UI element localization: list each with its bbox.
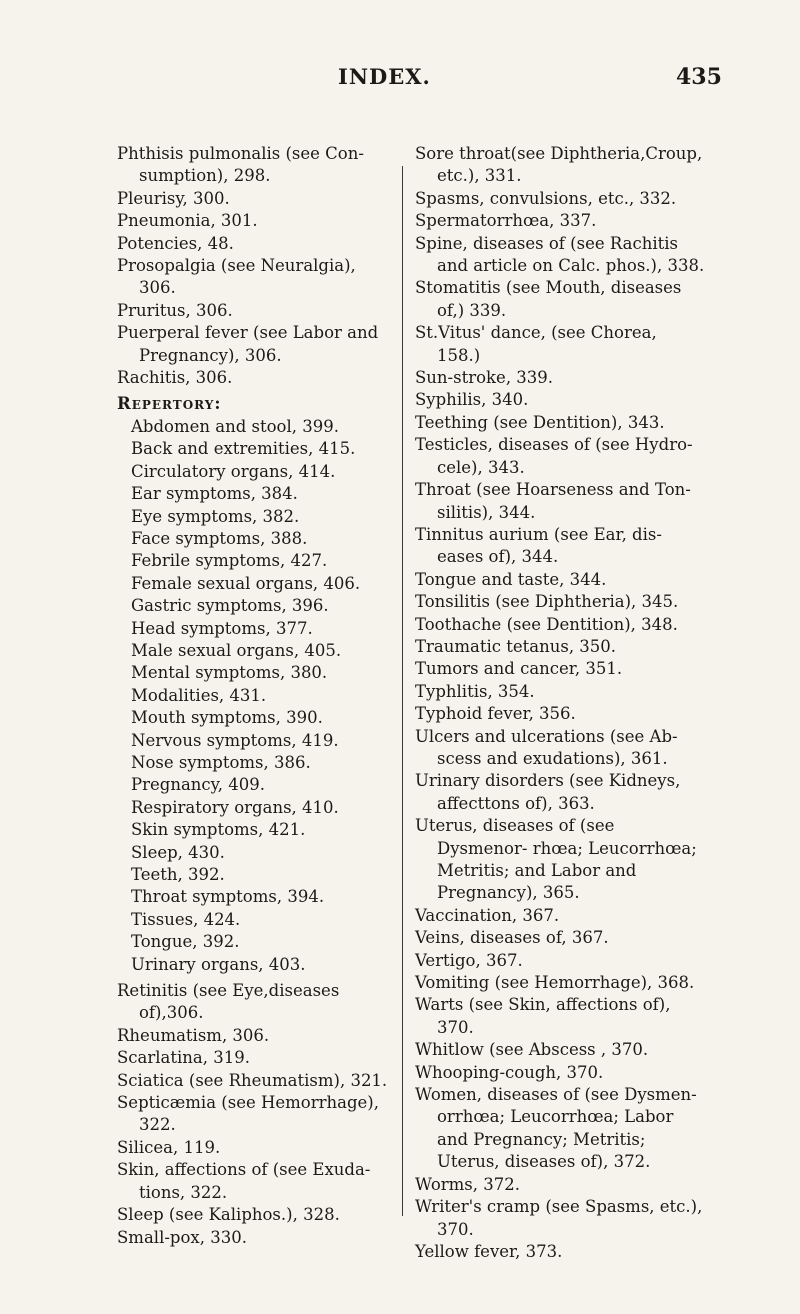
column-divider	[402, 166, 403, 1216]
repertory-sub-entry: Teeth, 392.	[131, 865, 225, 884]
repertory-sub-entry: Sleep, 430.	[131, 842, 225, 862]
index-entry: Vaccination, 367.	[415, 905, 560, 925]
repertory-sub-entry: Abdomen and stool, 399.	[131, 416, 339, 436]
index-column-right	[415, 143, 705, 1263]
index-entry: Whitlow (see Abscess , 370.	[415, 1040, 649, 1060]
index-entry: Septicæmia (see Hemorrhage), 322.	[117, 1093, 379, 1135]
index-entry: Rheumatism, 306.	[117, 1025, 270, 1045]
index-entry: Worms, 372.	[415, 1174, 521, 1194]
index-entry: Tongue and taste, 344.	[415, 569, 607, 589]
page-number: 435	[676, 64, 722, 90]
index-entry: Rachitis, 306.	[117, 368, 233, 388]
repertory-sub-entry: Urinary organs, 403.	[131, 954, 306, 974]
index-entry: Teething (see Dentition), 343.	[415, 412, 665, 432]
index-entry: Sciatica (see Rheumatism), 321.	[117, 1070, 388, 1090]
index-entry: Prosopalgia (see Neuralgia), 306.	[117, 256, 356, 298]
index-entry: Throat (see Hoarseness and Ton- silitis), 344.	[415, 480, 691, 522]
repertory-sub-entry: Circulatory organs, 414.	[131, 461, 336, 481]
repertory-sub-entry: Throat symptoms, 394.	[131, 887, 325, 907]
index-entry: Skin, affections of (see Exuda- tions, 322.	[117, 1160, 371, 1202]
index-entry: Typhlitis, 354.	[415, 681, 535, 701]
index-entry: Retinitis (see Eye,diseases of),306.	[117, 981, 340, 1023]
repertory-sub-entry: Mental symptoms, 380.	[131, 663, 328, 683]
index-entry: Tumors and cancer, 351.	[415, 659, 623, 679]
index-entry: St.Vitus' dance, (see Chorea, 158.)	[415, 323, 657, 365]
repertory-sub-entry: Skin symptoms, 421.	[131, 820, 306, 840]
index-entry: Typhoid fever, 356.	[415, 704, 576, 724]
index-entry: Uterus, diseases of (see Dysmenor- rhœa; Leucorrhœa; Metritis; and Labor and Pregnancy), 365.	[415, 816, 697, 903]
index-entry: Tonsilitis (see Diphtheria), 345.	[415, 592, 679, 612]
index-entry: Sore throat(see Diphtheria,Croup, etc.), 331.	[415, 144, 703, 186]
repertory-sub-entry: Mouth symptoms, 390.	[131, 708, 323, 728]
repertory-sub-entry: Gastric symptoms, 396.	[131, 596, 329, 616]
index-entry: Writer's cramp (see Spasms, etc.), 370.	[415, 1197, 703, 1239]
index-entry: Silicea, 119.	[117, 1137, 221, 1157]
repertory-sub-entry: Tissues, 424.	[131, 909, 241, 929]
index-entry: Ulcers and ulcerations (see Ab- scess and exudations), 361.	[415, 726, 678, 768]
index-entry: Spermatorrhœa, 337.	[415, 211, 597, 231]
index-entry: Scarlatina, 319.	[117, 1048, 250, 1068]
repertory-sub-entry: Face symptoms, 388.	[131, 528, 308, 548]
index-entry: Pleurisy, 300.	[117, 188, 230, 208]
index-entry: Potencies, 48.	[117, 233, 234, 253]
index-entry: Syphilis, 340.	[415, 390, 529, 410]
repertory-sub-entry: Pregnancy, 409.	[131, 775, 266, 795]
repertory-sub-entry: Nose symptoms, 386.	[131, 752, 311, 772]
index-entry: Phthisis pulmonalis (see Con- sumption), 298.	[117, 144, 364, 186]
repertory-sub-entry: Respiratory organs, 410.	[131, 797, 339, 817]
repertory-sub-entry: Eye symptoms, 382.	[131, 506, 300, 526]
index-entry: Sun-stroke, 339.	[415, 368, 554, 388]
index-entry: Whooping-cough, 370.	[415, 1062, 604, 1082]
repertory-sub-entry: Modalities, 431.	[131, 685, 267, 705]
repertory-sub-entry: Tongue, 392.	[131, 932, 240, 952]
index-entry: Sleep (see Kaliphos.), 328.	[117, 1205, 340, 1225]
repertory-sub-entry: Head symptoms, 377.	[131, 618, 313, 638]
index-column-left	[117, 143, 395, 1249]
index-entry: Toothache (see Dentition), 348.	[415, 614, 678, 634]
index-entry: Small-pox, 330.	[117, 1227, 247, 1247]
index-entry: Pruritus, 306.	[117, 300, 233, 320]
repertory-sub-entry: Male sexual organs, 405.	[131, 640, 342, 660]
repertory-sub-entry: Nervous symptoms, 419.	[131, 730, 339, 750]
index-entry: Testicles, diseases of (see Hydro- cele), 343.	[415, 435, 693, 477]
repertory-sub-entry: Back and extremities, 415.	[131, 439, 356, 459]
index-entry: Yellow fever, 373.	[415, 1241, 563, 1261]
repertory-sub-entry: Female sexual organs, 406.	[131, 573, 361, 593]
page-title: INDEX.	[338, 64, 431, 89]
index-entry: Spine, diseases of (see Rachitis and article on Calc. phos.), 338.	[415, 233, 705, 276]
index-entry: Traumatic tetanus, 350.	[415, 636, 617, 656]
index-entry: Urinary disorders (see Kidneys, affecttons of), 363.	[415, 771, 681, 813]
index-entry: Vertigo, 367.	[415, 950, 523, 970]
index-entry: Vomiting (see Hemorrhage), 368.	[415, 973, 695, 993]
index-entry: Warts (see Skin, affections of), 370.	[415, 995, 671, 1037]
repertory-sub-entry: Ear symptoms, 384.	[131, 484, 298, 504]
index-entry: Women, diseases of (see Dysmen- orrhœa; Leucorrhœa; Labor and Pregnancy; Metritis; Uterus, diseases of), 372.	[415, 1085, 697, 1172]
page-header	[0, 64, 800, 94]
index-entry: Puerperal fever (see Labor and Pregnancy), 306.	[117, 323, 379, 365]
section-heading-repertory: Repertory:	[117, 394, 222, 414]
index-entry: Veins, diseases of, 367.	[415, 928, 609, 948]
index-entry: Stomatitis (see Mouth, diseases of,) 339.	[415, 278, 682, 320]
index-entry: Tinnitus aurium (see Ear, dis- eases of), 344.	[415, 524, 662, 567]
index-entry: Pneumonia, 301.	[117, 211, 258, 231]
repertory-sub-entry: Febrile symptoms, 427.	[131, 551, 328, 571]
index-entry: Spasms, convulsions, etc., 332.	[415, 188, 677, 208]
